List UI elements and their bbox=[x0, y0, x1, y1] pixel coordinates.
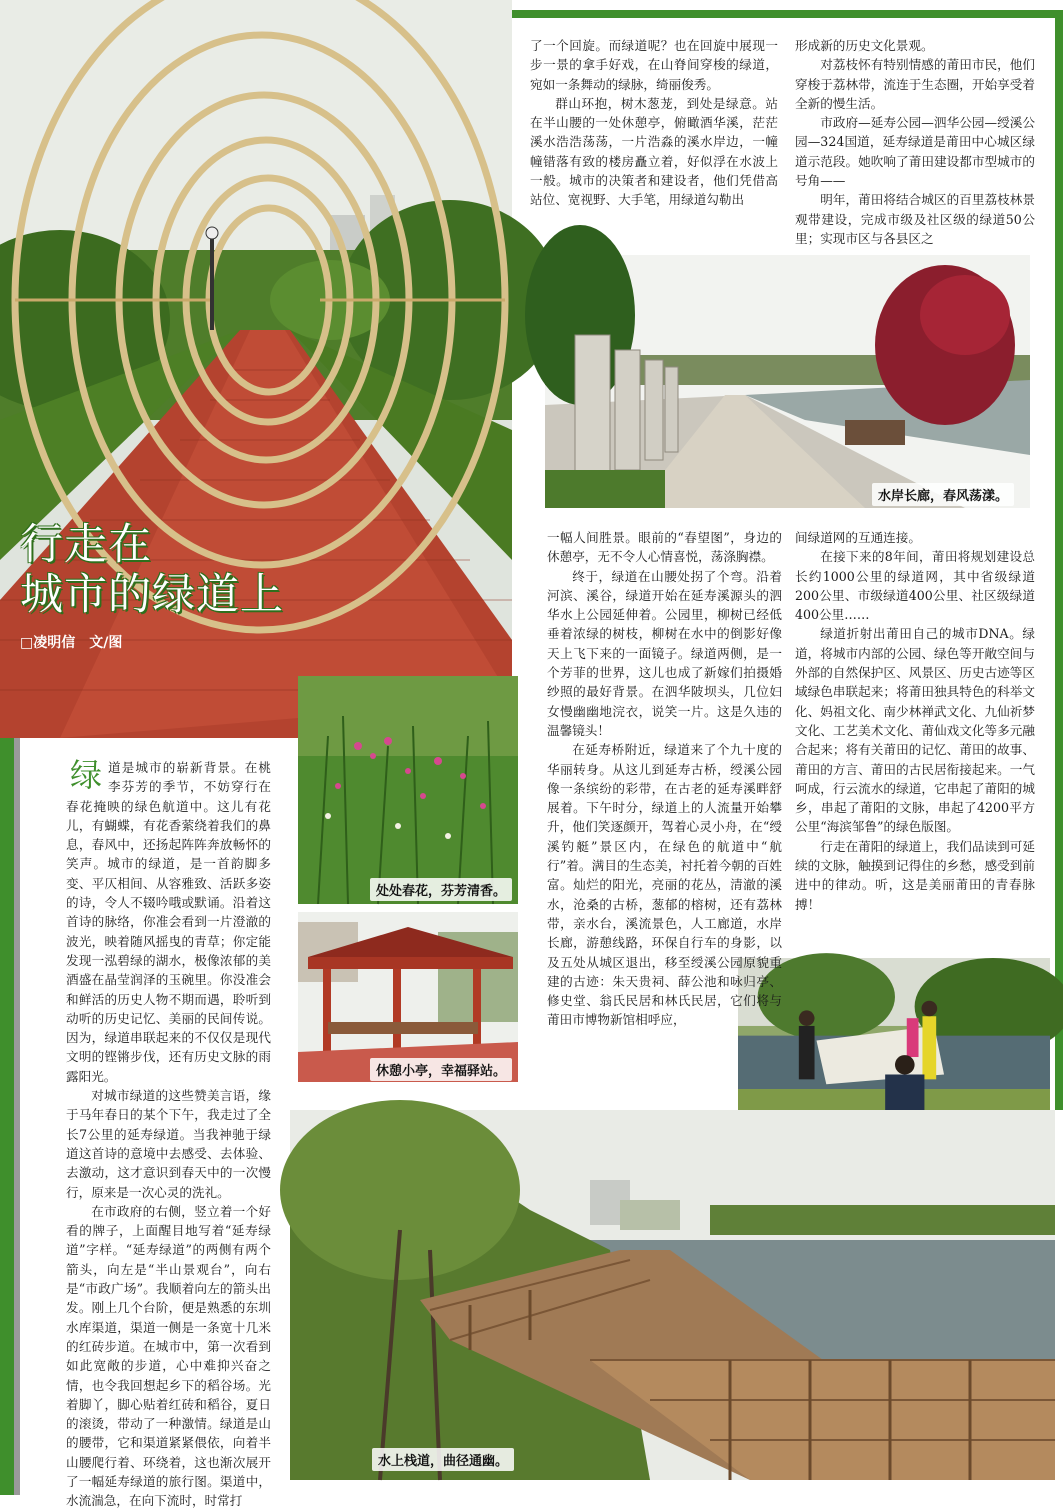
article-title-line-2: 城市的绿道上 bbox=[20, 570, 284, 620]
paragraph-mid-right-4: 行走在莆阳的绿道上，我们品读到可延续的文脉，触摸到记得住的乡愁，感受到前进中的律动。听，这是美丽莆田的青春脉搏！ bbox=[795, 838, 1035, 912]
photo-flowers bbox=[298, 676, 518, 904]
paragraph-mid-1: 一幅人间胜景。眼前的“春望图”，身边的休憩亭，无不令人心情喜悦，荡涤胸襟。 bbox=[547, 530, 782, 565]
photo-pavilion bbox=[298, 912, 518, 1082]
paragraph-mid-3: 在延寿桥附近，绿道来了个九十度的华丽转身。从这儿到延寿古桥，绶溪公园像一条缤纷的彩带，在古老的延寿溪畔舒展着。下午时分，绿道上的人流量开始攀升，他们笑逐颜开，驾着心灵小舟，在“绶溪钓艇”景区内，在绿色的航道中“航行”着。满目的生态美，衬托着今朝的百姓富。灿烂的阳光，亮丽的花丛，清澈的溪水，沧桑的古桥，葱郁的榕树，还有荔林带，亲水台，溪流景色，人工廊道，水岸长廊，游憩线路，环保自行车的身影，以及五处从城区退出，移至绶溪公园原貌重建的古迹：朱天贵祠、薛公池和咏归亭、修史堂、翁氏民居和林氏民居，它们将与莆田市博物新馆相呼应， bbox=[547, 742, 782, 1028]
text-column-top-right bbox=[795, 36, 1035, 248]
caption-flowers: 处处春花，芬芳清香。 bbox=[370, 878, 512, 901]
article-title-block bbox=[20, 520, 320, 652]
frame-left-inner bbox=[14, 738, 20, 1495]
caption-riverside: 水岸长廊，春风荡漾。 bbox=[872, 483, 1014, 506]
frame-left-side bbox=[0, 738, 14, 1495]
paragraph-mid-2: 终于，绿道在山腰处拐了个弯。沿着河滨、溪谷，绿道开始在延寿溪源头的泗华水上公园延伸着。公园里，柳树已经低垂着浓绿的树枝，柳树在水中的倒影好像天上飞下来的一面镜子。绿道两侧，是一个芳菲的世界，这儿也成了新嫁们拍摄婚纱照的最好背景。在泗华陂坝头，几位妇女慢幽幽地浣衣，说笑一片。这是久违的温馨镜头！ bbox=[547, 568, 782, 738]
text-column-middle bbox=[547, 528, 782, 1030]
caption-boardwalk: 水上栈道，曲径通幽。 bbox=[372, 1448, 514, 1471]
drop-cap: 绿 bbox=[70, 756, 103, 794]
text-column-middle-right bbox=[795, 528, 1035, 914]
paragraph-mid-right-1: 间绿道网的互通连接。 bbox=[795, 530, 921, 545]
paragraph-left-3: 在市政府的右侧，竖立着一个好看的牌子，上面醒目地写着“延寿绿道”字样。“延寿绿道”的两侧有两个箭头，向左是“半山景观台”，向右是“市政广场”。我顺着向左的箭头出发。刚上几个台阶，便是熟悉的东圳水库渠道，渠道一侧是一条宽十几米的红砖步道。在城市中，第一次看到如此宽敞的步道，心中难抑兴奋之情，也令我回想起乡下的稻谷场。光着脚丫，脚心贴着红砖和稻谷，夏日的滚烫，带动了一种激情。绿道是山的腰带，它和渠道紧紧偎依，向着半山腰爬行着、环绕着，这也渐次展开了一幅延寿绿道的旅行图。渠道中，水流湍急，在向下流时，时常打 bbox=[66, 1203, 271, 1509]
paragraph-left-1-text: 道是城市的崭新背景。在桃李芬芳的季节，不妨穿行在春花掩映的绿色航道中。这儿有花儿，有蝴蝶，有花香萦绕着我们的鼻息，春风中，还扬起阵阵奔放畅怀的笑声。城市的绿道，是一首韵脚多变、平仄相间、从容雅致、活跃多姿的诗，令人不辍吟哦或默诵。沿着这首诗的脉络，你准会看到一片澄澈的波光，映着随风摇曳的青草；你定能发现一泓碧绿的湖水，极像浓郁的美酒盛在晶莹润泽的玉碗里。你没准会和鲜活的历史人物不期而遇，聆听到动听的历史记忆、美丽的民间传说。因为，绿道串联起来的不仅仅是现代文明的铿锵步伐，还有历史文脉的雨露阳光。 bbox=[66, 760, 271, 1084]
paragraph-left-1 bbox=[66, 758, 271, 1086]
paragraph-top-right-3: 市政府—延寿公园—泗华公园—绶溪公园—324国道，延寿绿道是莆田中心城区绿道示范段。她吹响了莆田建设都市型城市的号角—— bbox=[795, 115, 1035, 189]
paragraph-mid-right-3: 绿道折射出莆田自己的城市DNA。绿道，将城市内部的公园、绿色等开敞空间与外部的自然保护区、风景区、历史古迹等区域绿色串联起来；将莆田独具特色的科举文化、妈祖文化、南少林禅武文化、九仙祈梦文化、工艺美术文化、莆仙戏文化等多元融合起来；将有关莆田的记忆、莆田的故事、莆田的方言、莆田的古民居衔接起来。一气呵成，行云流水的绿道，它串起了莆阳的城乡，串起了莆阳的文脉，串起了4200平方公里“海滨邹鲁”的绿色版图。 bbox=[795, 626, 1035, 835]
photo-boardwalk bbox=[290, 1110, 1055, 1480]
paragraph-top-right-1: 形成新的历史文化景观。 bbox=[795, 38, 934, 53]
caption-pavilion: 休憩小亭，幸福驿站。 bbox=[370, 1058, 512, 1081]
frame-right-side bbox=[1055, 10, 1063, 1110]
frame-top-right bbox=[508, 10, 1063, 18]
article-title-line-1: 行走在 bbox=[20, 520, 152, 570]
photo-riverside bbox=[545, 255, 1030, 508]
text-column-top-middle bbox=[530, 36, 778, 210]
text-column-left bbox=[66, 758, 271, 1511]
paragraph-top-mid-1: 了一个回旋。而绿道呢？也在回旋中展现一步一景的拿手好戏，在山脊间穿梭的绿道，宛如一条舞动的绿脉，绮丽俊秀。 bbox=[530, 38, 778, 92]
paragraph-top-right-4: 明年，莆田将结合城区的百里荔枝林景观带建设，完成市级及社区级的绿道50公里；实现市区与各县区之 bbox=[795, 192, 1035, 246]
paragraph-top-mid-2: 群山环抱，树木葱茏，到处是绿意。站在半山腰的一处休憩亭，俯瞰酒华溪，茫茫溪水浩浩荡荡，一片浩淼的溪水岸边，一幢幢错落有致的楼房矗立着，好似浮在水波上一般。城市的决策者和建设者，他们凭借高站位、宽视野、大手笔，用绿道勾勒出 bbox=[530, 95, 778, 208]
paragraph-left-2: 对城市绿道的这些赞美言语，缘于马年春日的某个下午，我走过了全长7公里的延寿绿道。当我神驰于绿道这首诗的意境中去感受、去体验、去激动，这才意识到春天中的一次慢行，原来是一次心灵的洗礼。 bbox=[66, 1088, 271, 1200]
article-byline: □凌明信 文/图 bbox=[20, 635, 123, 651]
paragraph-top-right-2: 对荔枝怀有特别情感的莆田市民，他们穿梭于荔林带，流连于生态圈，开始享受着全新的慢生活。 bbox=[795, 57, 1035, 111]
paragraph-mid-right-2: 在接下来的8年间，莆田将规划建设总长约1000公里的绿道网，其中省级绿道200公里、市级绿道400公里、社区级绿道400公里…… bbox=[795, 549, 1035, 623]
